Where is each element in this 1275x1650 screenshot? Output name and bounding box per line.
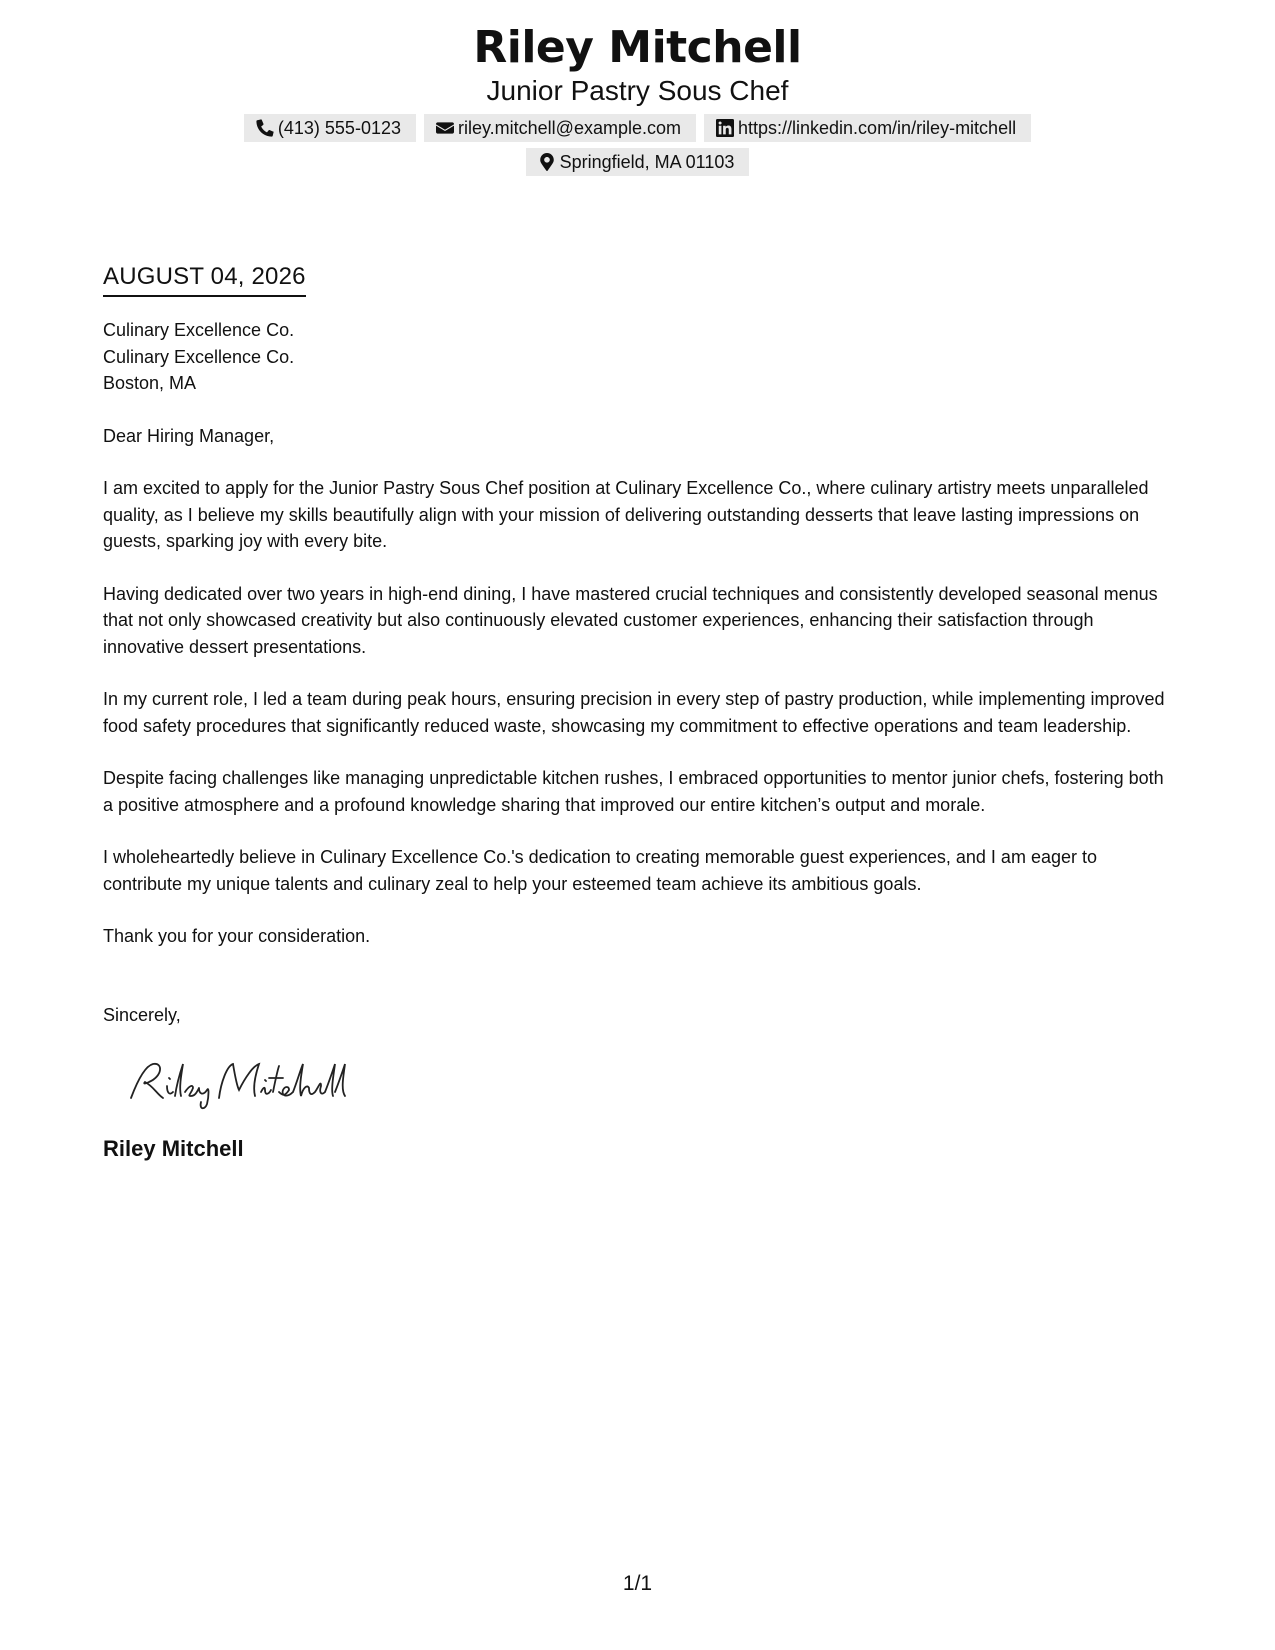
- contact-email[interactable]: [424, 114, 696, 142]
- salutation: Dear Hiring Manager,: [103, 425, 275, 446]
- envelope-icon: [436, 119, 454, 137]
- job-title: Junior Pastry Sous Chef: [486, 75, 789, 106]
- body-paragraph: I am excited to apply for the Junior Pastry Sous Chef position at Culinary Excellence Co., where culinary artistry meets unparalleled quality, as I believe my skills beautifully align with your mission of delivering outstanding desserts that leave lasting impressions on guests, sparking joy with every bite.: [103, 478, 1149, 551]
- contact-phone-text: (413) 555-0123: [277, 118, 401, 138]
- signature-drawing: [123, 1052, 353, 1112]
- contact-linkedin[interactable]: [704, 114, 1031, 142]
- contact-location-text: Springfield, MA 01103: [559, 152, 735, 172]
- recipient-line: Culinary Excellence Co.: [103, 320, 295, 340]
- contact-linkedin-text: https://linkedin.com/in/riley-mitchell: [737, 118, 1017, 138]
- recipient-line: Boston, MA: [103, 373, 197, 393]
- recipient-block: [103, 317, 1178, 397]
- signer-name: Riley Mitchell: [103, 1136, 244, 1161]
- recipient-line: Culinary Excellence Co.: [103, 346, 295, 367]
- contact-email-text: riley.mitchell@example.com: [457, 118, 681, 138]
- body-paragraph: Thank you for your consideration.: [103, 926, 371, 946]
- letter-body: [103, 262, 1178, 1163]
- page-number: 1/1: [622, 1572, 653, 1595]
- contact-location: [526, 148, 750, 176]
- closing: Sincerely,: [103, 1004, 181, 1025]
- body-paragraph: In my current role, I led a team during peak hours, ensuring precision in every step of pastry production, while implementing improved food safety procedures that significantly reduced waste, showcasing my commitment to effective operations and team leadership.: [103, 689, 1165, 736]
- contact-row-primary: [0, 114, 1275, 142]
- linkedin-icon: [716, 119, 734, 137]
- applicant-name: Riley Mitchell: [473, 22, 802, 73]
- body-paragraph: Despite facing challenges like managing unpredictable kitchen rushes, I embraced opportunities to mentor junior chefs, fostering both a positive atmosphere and a profound knowledge sharing that improved our entire kitchen’s output and morale.: [103, 768, 1164, 815]
- body-paragraph: Having dedicated over two years in high-end dining, I have mastered crucial techniques and consistently developed seasonal menus that not only showcased creativity but also continuously elevated customer experiences, enhancing their satisfaction through innovative dessert presentations.: [103, 583, 1158, 657]
- contact-phone[interactable]: [244, 114, 416, 142]
- body-paragraph: I wholeheartedly believe in Culinary Excellence Co.'s dedication to creating memorable guest experiences, and I am eager to contribute my unique talents and culinary zeal to help your esteemed team achieve its ambitious goals.: [103, 847, 1097, 894]
- map-marker-icon: [538, 153, 556, 171]
- letter-date: AUGUST 04, 2026: [103, 262, 306, 297]
- letterhead: [0, 22, 1275, 176]
- contact-row-secondary: [0, 148, 1275, 176]
- phone-icon: [256, 119, 274, 137]
- handwritten-signature: [123, 1052, 1178, 1112]
